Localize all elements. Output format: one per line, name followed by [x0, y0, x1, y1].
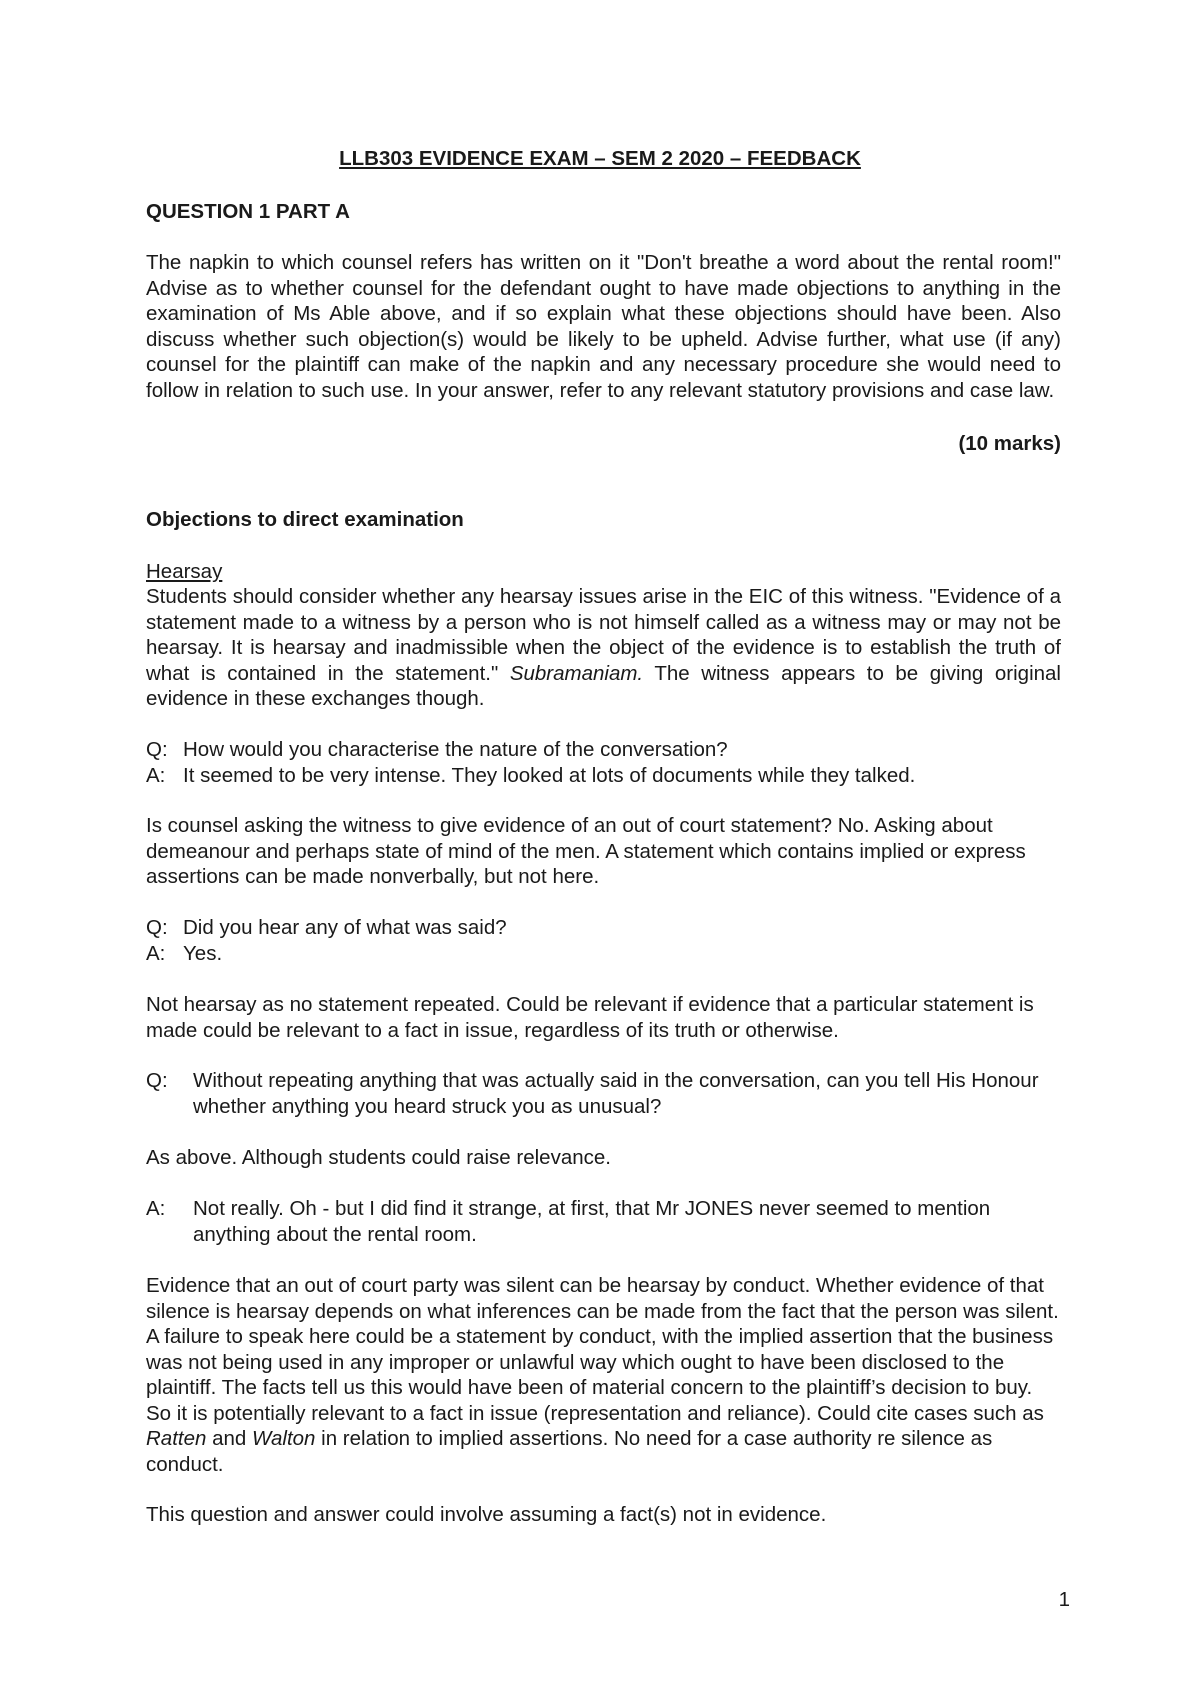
- exchange-4: [146, 1196, 1061, 1247]
- q-label: Q:: [146, 1069, 168, 1092]
- a-text: Yes.: [183, 941, 223, 965]
- hearsay-tail: The witness appears to be giving original evidence in these exchanges though.: [146, 661, 1061, 710]
- answer-line: [146, 1196, 1061, 1247]
- q-label: Q:: [146, 916, 168, 939]
- a-label: A:: [146, 1197, 166, 1220]
- answer-line: [146, 763, 1061, 789]
- marks-label: (10 marks): [958, 432, 1061, 455]
- question-text: The napkin to which counsel refers has written on it "Don't breathe a word about the rental room!" Advise as to whether counsel for the defendant ought to have made objections to anything in the examination of Ms Able above, and if so explain what these objections should have been. Also discuss whether such objection(s) would be likely to be upheld. Advise further, what use (if any) counsel for the plaintiff can make of the napkin and any necessary procedure she would need to follow in relation to such use. In your answer, refer to any relevant statutory provisions and case law.: [146, 251, 1061, 402]
- question-heading: QUESTION 1 PART A: [146, 200, 350, 223]
- q-text: Did you hear any of what was said?: [183, 916, 507, 939]
- page-title: LLB303 EVIDENCE EXAM – SEM 2 2020 – FEEDBACK: [339, 147, 861, 170]
- paragraph-4: As above. Although students could raise relevance.: [146, 1146, 611, 1169]
- paragraph-3: Not hearsay as no statement repeated. Could be relevant if evidence that a particular statement is made could be relevant to a fact in issue, regardless of its truth or otherwise.: [146, 993, 1034, 1042]
- exchange-1: [146, 737, 1061, 788]
- page-number: 1: [1058, 1588, 1070, 1611]
- exchange-2: [146, 915, 1061, 966]
- hearsay-quote: Students should consider whether any hearsay issues arise in the EIC of this witness. "Evidence of a statement made to a witness by a person who is not himself called as a witness may or may not be hearsay. It is hearsay and inadmissible when the object of the evidence is to establish the truth of what is contained in the statement.": [146, 585, 1061, 685]
- answer-line: [146, 941, 1061, 967]
- question-line: [146, 737, 1061, 763]
- exchange-3: [146, 1068, 1061, 1119]
- paragraph-5-b: in relation to implied assertions. No need for a case authority re silence as conduct.: [146, 1427, 993, 1476]
- hearsay-heading: Hearsay: [146, 560, 223, 583]
- question-line: [146, 915, 1061, 941]
- section-heading: Objections to direct examination: [146, 508, 464, 531]
- paragraph-6: This question and answer could involve assuming a fact(s) not in evidence.: [146, 1503, 827, 1526]
- case-subramaniam: Subramaniam.: [509, 661, 644, 685]
- a-text: It seemed to be very intense. They looked at lots of documents while they talked.: [183, 763, 916, 787]
- paragraph-5-and: and: [206, 1427, 253, 1450]
- q-text: Without repeating anything that was actually said in the conversation, can you tell His Honour whether anything you heard struck you as unusual?: [193, 1069, 1039, 1118]
- hearsay-paragraph: [146, 584, 1061, 712]
- q-text: How would you characterise the nature of the conversation?: [183, 738, 728, 761]
- a-label: A:: [146, 763, 166, 787]
- paragraph-5-a: Evidence that an out of court party was silent can be hearsay by conduct. Whether evidence of that silence is hearsay depends on what inferences can be made from the fact that the person was silent. A failure to speak here could be a statement by conduct, with the implied assertion that the business was not being used in any improper or unlawful way which ought to have been disclosed to the plaintiff. The facts tell us this would have been of material concern to the plaintiff’s decision to buy. So it is potentially relevant to a fact in issue (representation and reliance). Could cite cases such as: [146, 1274, 1059, 1425]
- paragraph-5: [146, 1273, 1061, 1477]
- q-label: Q:: [146, 738, 168, 761]
- a-label: A:: [146, 941, 166, 965]
- paragraph-2: Is counsel asking the witness to give evidence of an out of court statement? No. Asking about demeanour and perhaps state of mind of the men. A statement which contains implied or express assertions can be made nonverbally, but not here.: [146, 814, 1026, 888]
- case-ratten: Ratten: [146, 1427, 207, 1450]
- a-text: Not really. Oh - but I did find it strange, at first, that Mr JONES never seemed to mention anything about the rental room.: [193, 1197, 991, 1246]
- question-line: [146, 1068, 1061, 1119]
- case-walton: Walton: [252, 1427, 316, 1450]
